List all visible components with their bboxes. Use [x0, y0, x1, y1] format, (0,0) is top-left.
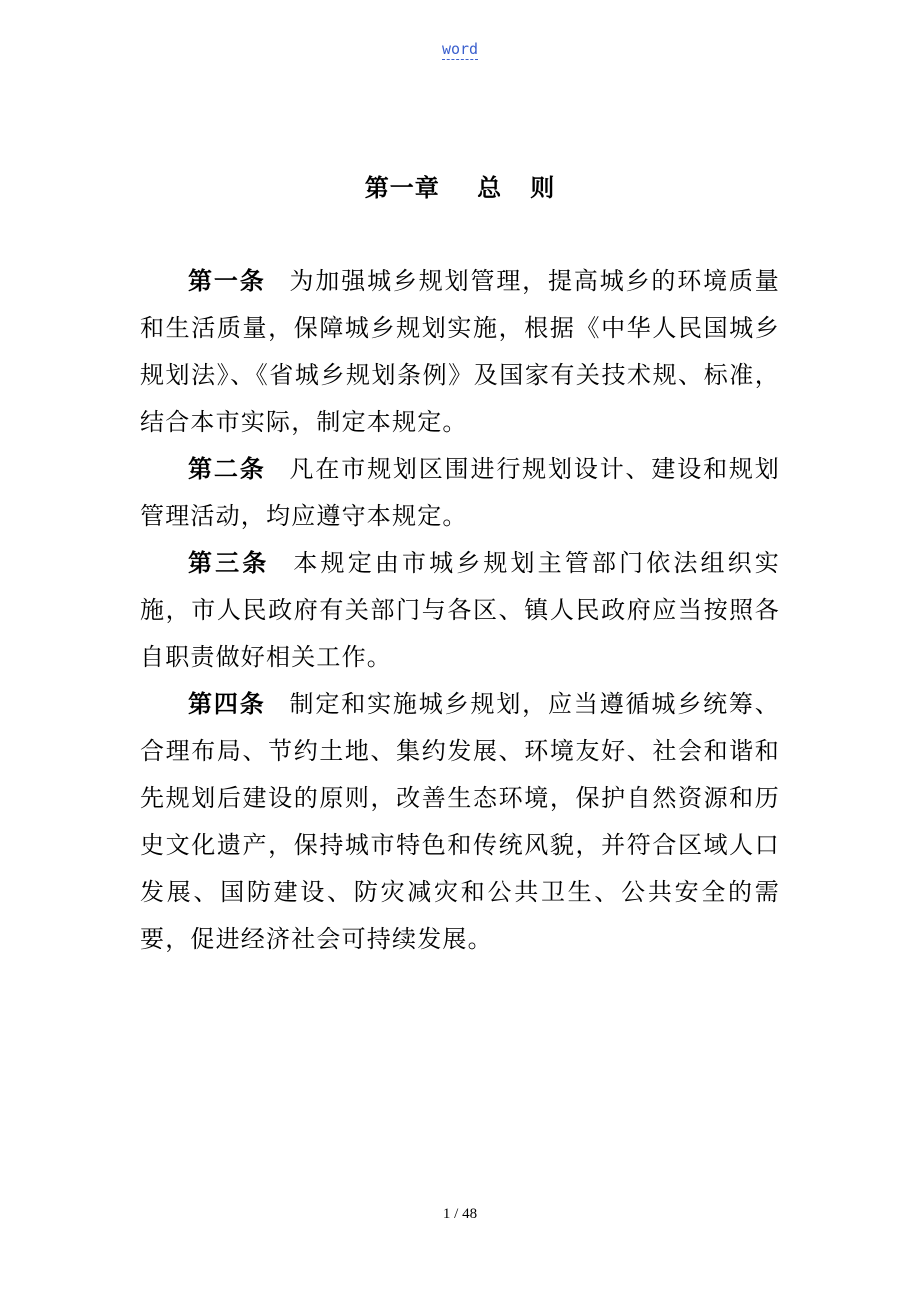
page-number: 1 / 48 — [442, 1206, 478, 1222]
document-body — [140, 258, 780, 963]
article-4-text: 制定和实施城乡规划，应当遵循城乡统筹、合理布局、节约土地、集约发展、环境友好、社会和谐和先规划后建设的原则，改善生态环境，保护自然资源和历史文化遗产，保持城市特色和传统风貌，并符合区域人口发展、国防建设、防灾减灾和公共卫生、公共安全的需要，促进经济社会可持续发展。 — [140, 690, 780, 953]
article-1-text: 为加强城乡规划管理，提高城乡的环境质量和生活质量，保障城乡规划实施，根据《中华人民国城乡规划法》、《省城乡规划条例》及国家有关技术规、标准，结合本市实际，制定本规定。 — [140, 267, 780, 436]
article-1 — [140, 258, 780, 446]
article-4-label: 第四条 — [188, 690, 266, 718]
article-3-label: 第三条 — [188, 549, 270, 577]
article-4 — [140, 681, 780, 963]
header-word-link-text: word — [441, 40, 479, 58]
article-2-text: 凡在市规划区围进行规划设计、建设和规划管理活动，均应遵守本规定。 — [140, 455, 780, 530]
article-1-label: 第一条 — [188, 267, 266, 295]
article-3 — [140, 540, 780, 681]
article-2 — [140, 446, 780, 540]
article-3-text: 本规定由市城乡规划主管部门依法组织实施，市人民政府有关部门与各区、镇人民政府应当按照各自职责做好相关工作。 — [140, 549, 780, 671]
chapter-title: 第一章 总 则 — [364, 174, 556, 202]
article-2-label: 第二条 — [188, 455, 266, 483]
header-word-link[interactable] — [0, 40, 920, 58]
